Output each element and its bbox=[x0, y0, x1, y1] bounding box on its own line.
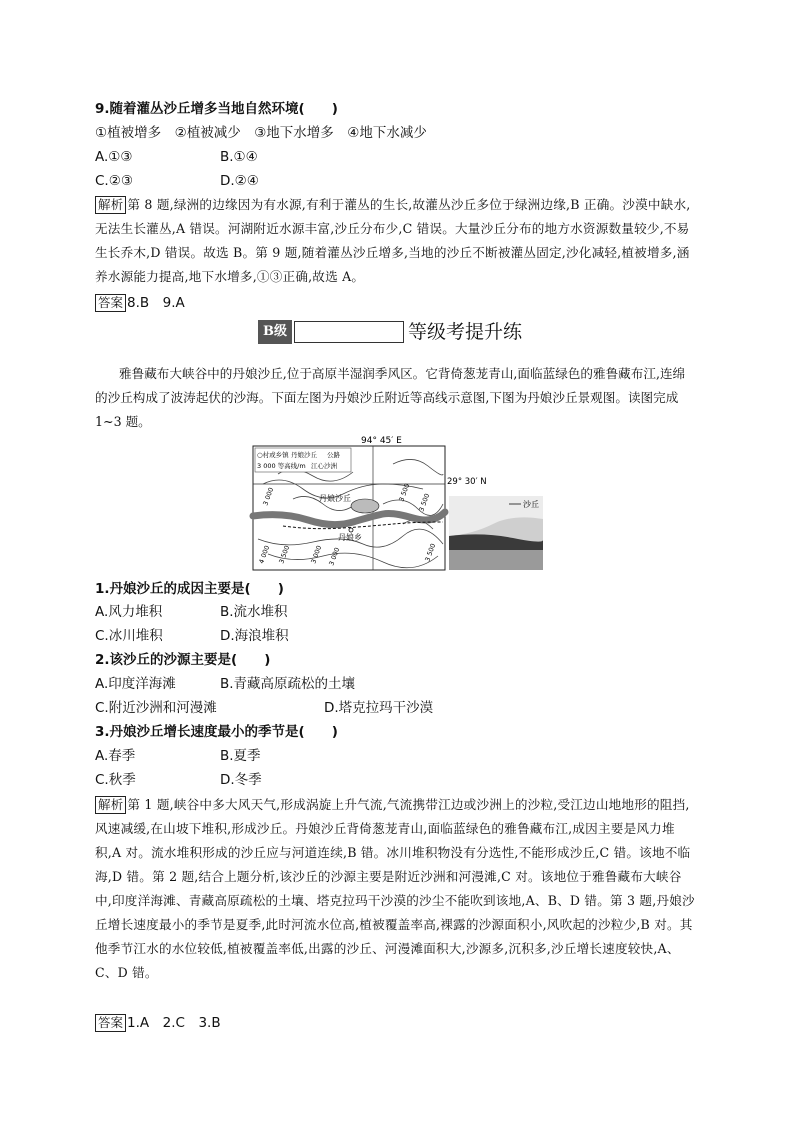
dune-label: 丹娘沙丘 bbox=[319, 494, 351, 503]
explanation-text: 第 1 题,峡谷中多大风天气,形成涡旋上升气流,气流携带江边或沙洲上的沙粒,受江边山地地形的阻挡,风速减缓,在山坡下堆积,形成沙丘。丹娘沙丘背倚葱茏青山,面临蓝绿色的雅鲁藏布江,成因主要是风力堆积,A 对。流水堆积形成的沙丘应与河道连续,B 错。冰川堆积物没有分选性,不能形成沙丘,C 错。该地不临海,D 错。第 2 题,结合上题分析,该沙丘的沙源主要是附近沙洲和河漫滩,C 对。该地位于雅鲁藏布大峡谷中,印度洋海滩、青藏高原疏松的土壤、塔克拉玛干沙漠的沙尘不能吹到该地,A、B、D 错。第 3 题,丹娘沙丘增长速度最小的季节是夏季,此时河流水位高,植被覆盖率高,裸露的沙源面积小,风吹起的沙粒少,B 对。其他季节江水的水位较低,植被覆盖率低,出露的沙丘、河漫滩面积大,沙源多,沉积多,沙丘增长速度较快,A、C、D 错。 bbox=[95, 797, 695, 980]
legend-sandbar: 江心沙洲 bbox=[311, 462, 337, 470]
village-label: 丹娘乡 bbox=[338, 533, 362, 542]
q2-option-d: D.塔克拉玛干沙漠 bbox=[324, 700, 434, 716]
answer-text: 1.A 2.C 3.B bbox=[127, 1015, 221, 1031]
legend-dune: 丹娘沙丘 bbox=[291, 451, 317, 459]
contour-label-4: 3 500 bbox=[277, 544, 292, 565]
q1-option-d: D.海浪堆积 bbox=[220, 628, 289, 644]
q3-option-a: A.春季 bbox=[95, 748, 136, 764]
contour-label-5: 3 000 bbox=[309, 544, 324, 565]
q9-stem: 9.随着灌丛沙丘增多当地自然环境( ) bbox=[95, 101, 338, 117]
q3-option-b: B.夏季 bbox=[220, 748, 261, 764]
q9-option-a: A.①③ bbox=[95, 149, 133, 165]
answer-1 bbox=[95, 292, 185, 314]
longitude-label: 94° 45′ E bbox=[361, 436, 402, 446]
dune-figure bbox=[253, 436, 543, 570]
dune-photo bbox=[449, 496, 543, 570]
dune-area bbox=[351, 499, 379, 513]
q9-option-b: B.①④ bbox=[220, 149, 258, 165]
contour-label-7: 3 500 bbox=[417, 492, 432, 513]
q3-option-d: D.冬季 bbox=[220, 772, 262, 788]
explanation-tag: 解析 bbox=[95, 796, 126, 814]
contour-label-2: 3 500 bbox=[397, 482, 412, 503]
passage-intro: 雅鲁藏布大峡谷中的丹娘沙丘,位于高原半湿润季风区。它背倚葱茏青山,面临蓝绿色的雅鲁藏布江,连绵的沙丘构成了波涛起伏的沙海。下面左图为丹娘沙丘附近等高线示意图,下图为丹娘沙丘景观图。读图完成 1~3 题。 bbox=[95, 366, 686, 429]
answer-tag: 答案 bbox=[95, 1014, 126, 1032]
q3-option-c: C.秋季 bbox=[95, 772, 136, 788]
village-marker bbox=[349, 528, 353, 532]
section-title: 等级考提升练 bbox=[408, 321, 523, 343]
answer-tag: 答案 bbox=[95, 294, 126, 312]
legend-road: 公路 bbox=[327, 451, 340, 459]
section-level-badge: B级 bbox=[258, 320, 292, 344]
q3-stem: 3.丹娘沙丘增长速度最小的季节是( ) bbox=[95, 724, 338, 740]
explanation-2 bbox=[95, 793, 695, 985]
answer-text: 8.B 9.A bbox=[127, 295, 185, 311]
contour-map bbox=[253, 446, 445, 570]
legend-contour: 3 000 等高线/m bbox=[257, 462, 306, 470]
q2-option-c: C.附近沙洲和河漫滩 bbox=[95, 700, 217, 716]
q9-option-d: D.②④ bbox=[220, 173, 259, 189]
explanation-text: 第 8 题,绿洲的边缘因为有水源,有利于灌丛的生长,故灌丛沙丘多位于绿洲边缘,B 正确。沙漠中缺水,无法生长灌丛,A 错误。河湖附近水源丰富,沙丘分布少,C 错误。大量沙丘分布的地方水资源数量较少,不易生长乔木,D 错误。故选 B。第 9 题,随着灌丛沙丘增多,当地的沙丘不断被灌丛固定,沙化减轻,植被增多,涵养水源能力提高,地下水增多,①③正确,故选 A。 bbox=[95, 197, 691, 284]
contour-label-6: 3 000 bbox=[327, 546, 342, 567]
q1-stem: 1.丹娘沙丘的成因主要是( ) bbox=[95, 581, 284, 597]
q2-option-a: A.印度洋海滩 bbox=[95, 676, 176, 692]
q2-stem: 2.该沙丘的沙源主要是( ) bbox=[95, 652, 271, 668]
legend-village: ○村或乡镇 bbox=[257, 451, 289, 459]
q2-option-b: B.青藏高原疏松的土壤 bbox=[220, 676, 356, 692]
latitude-label: 29° 30′ N bbox=[447, 477, 487, 487]
contour-label-3: 4 000 bbox=[257, 544, 272, 565]
q1-option-a: A.风力堆积 bbox=[95, 604, 163, 620]
explanation-1 bbox=[95, 193, 695, 289]
contour-label-1: 3 000 bbox=[261, 486, 276, 507]
q9-option-c: C.②③ bbox=[95, 173, 133, 189]
answer-2 bbox=[95, 1012, 221, 1034]
q1-option-c: C.冰川堆积 bbox=[95, 628, 163, 644]
photo-dune-label: 沙丘 bbox=[523, 500, 539, 509]
section-title-box bbox=[294, 321, 404, 343]
explanation-tag: 解析 bbox=[95, 196, 126, 214]
contour-label-8: 3 500 bbox=[423, 542, 438, 563]
q1-option-b: B.流水堆积 bbox=[220, 604, 288, 620]
q9-items: ①植被增多 ②植被减少 ③地下水增多 ④地下水减少 bbox=[95, 125, 427, 141]
